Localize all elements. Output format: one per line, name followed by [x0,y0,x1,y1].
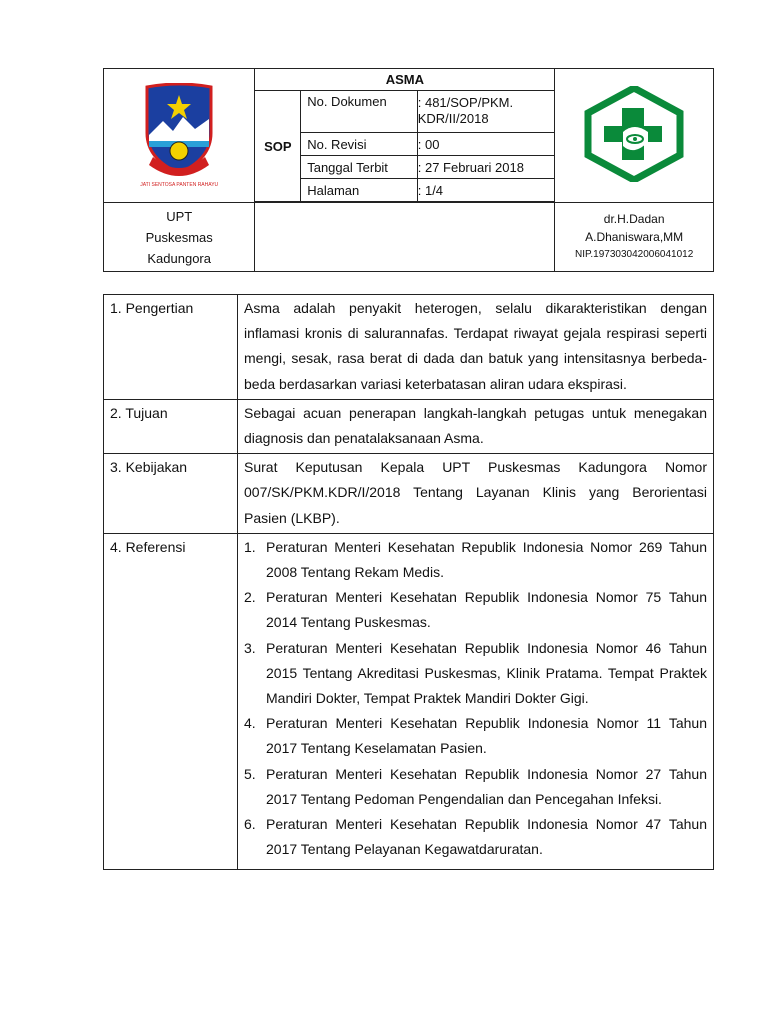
list-item [244,812,707,862]
section-kebijakan [104,454,714,534]
sop-body-table [103,294,714,870]
signatory-name-1: dr.H.Dadan [603,212,665,226]
organization-cell [104,203,255,272]
list-item-number: 6. [244,816,256,833]
list-item [244,711,707,761]
meta-label-tanggal-terbit: Tanggal Terbit [301,156,418,179]
emblem-motto: JATI SENTOSA PANTEN RAHAYU [140,182,219,188]
org-line-2: Puskesmas [145,229,213,245]
garut-emblem-icon [139,83,219,183]
meta-value-no-revisi: : 00 [417,133,555,156]
section-label: 3. Kebijakan [104,454,238,534]
org-line-3: Kadungora [147,250,211,266]
meta-label-halaman: Halaman [301,179,418,202]
list-item-number: 3. [244,639,256,656]
meta-value-tanggal-terbit: : 27 Februari 2018 [417,156,555,179]
section-text: Surat Keputusan Kepala UPT Puskesmas Kadungora Nomor 007/SK/PKM.KDR/I/2018 Tentang Layanan Klinis yang Berorientasi Pasien (LKBP). [238,454,714,534]
list-item [244,535,707,585]
org-line-1: UPT [166,208,193,224]
list-item-text: Peraturan Menteri Kesehatan Republik Indonesia Nomor 27 Tahun 2017 Tentang Pedoman Pengendalian dan Pencegahan Infeksi. [266,765,707,807]
list-item [244,762,707,812]
puskesmas-logo-icon [582,86,686,182]
sop-header-table [103,68,714,272]
reference-list-cell [238,533,714,870]
blank-middle-cell [255,203,555,272]
section-label: 2. Tujuan [104,399,238,453]
list-item [244,636,707,712]
list-item-number: 2. [244,589,256,606]
list-item [244,585,707,635]
section-label: 4. Referensi [104,533,238,870]
section-tujuan [104,399,714,453]
section-text: Asma adalah penyakit heterogen, selalu dikarakteristikan dengan inflamasi kronis di salurannafas. Terdapat riwayat gejala respirasi seperti mengi, sesak, rasa berat di dada dan batuk yang intensitasnya berbeda-beda berdasarkan variasi keterbatasan aliran udara ekspirasi. [238,295,714,400]
puskesmas-logo-cell [555,69,714,203]
reference-list [244,535,707,863]
meta-value-no-dokumen: : 481/SOP/PKM. KDR/II/2018 [417,91,555,133]
meta-label-no-revisi: No. Revisi [301,133,418,156]
list-item-number: 4. [244,715,256,732]
section-referensi [104,533,714,870]
meta-label-no-dokumen: No. Dokumen [301,91,418,133]
signatory-cell [555,203,714,272]
list-item-number: 1. [244,538,256,555]
section-pengertian [104,295,714,400]
sop-label: SOP [255,91,301,202]
document-title: ASMA [255,69,555,91]
list-item-text: Peraturan Menteri Kesehatan Republik Indonesia Nomor 11 Tahun 2017 Tentang Keselamatan Pasien. [266,715,707,757]
section-text: Sebagai acuan penerapan langkah-langkah petugas untuk menegakan diagnosis dan penatalaksanaan Asma. [238,399,714,453]
signatory-nip: NIP.197303042006041012 [575,249,694,260]
list-item-text: Peraturan Menteri Kesehatan Republik Indonesia Nomor 75 Tahun 2014 Tentang Puskesmas. [266,589,707,631]
list-item-text: Peraturan Menteri Kesehatan Republik Indonesia Nomor 47 Tahun 2017 Tentang Pelayanan Kegawatdaruratan. [266,816,707,858]
meta-value-halaman: : 1/4 [417,179,555,202]
list-item-text: Peraturan Menteri Kesehatan Republik Indonesia Nomor 46 Tahun 2015 Tentang Akreditasi Puskesmas, Klinik Pratama. Tempat Praktek Mandiri Dokter, Tempat Praktek Mandiri Dokter Gigi. [266,639,707,707]
signatory-name-2: A.Dhaniswara,MM [585,230,684,244]
garut-emblem-cell [104,69,255,203]
list-item-text: Peraturan Menteri Kesehatan Republik Indonesia Nomor 269 Tahun 2008 Tentang Rekam Medis. [266,538,707,581]
section-label: 1. Pengertian [104,295,238,400]
list-item-number: 5. [244,765,256,782]
